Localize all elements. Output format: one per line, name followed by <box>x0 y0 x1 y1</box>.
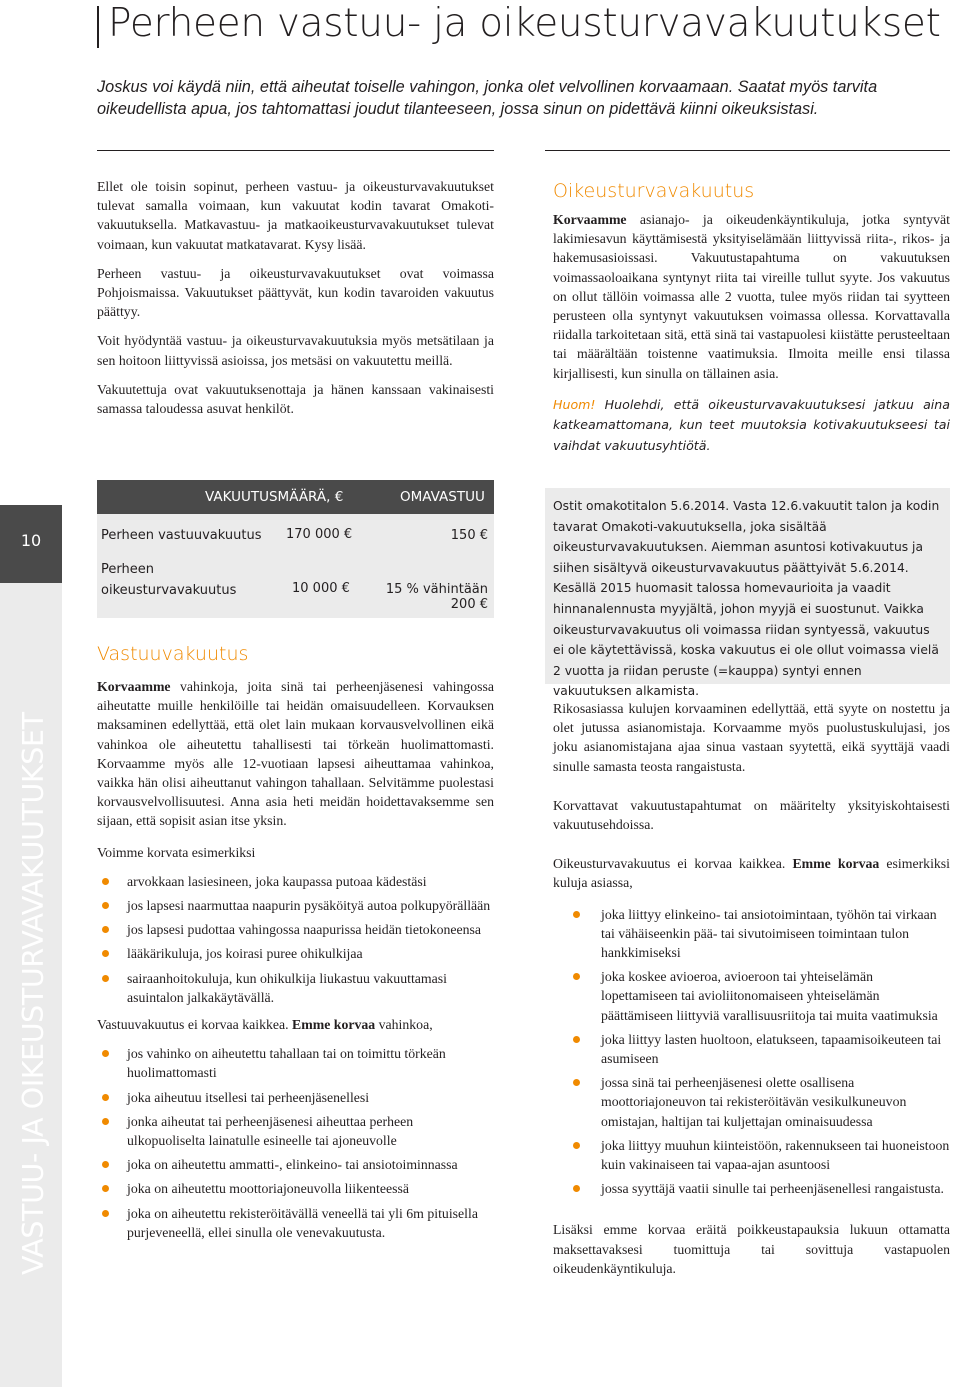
intro-paragraph: Ellet ole toisin sopinut, perheen vastuu- ja oikeusturvavakuutukset tulevat samalla voimaan, kun vakuutat kodin tavarat Omakoti-vakuutuksella. Matkavastuu- ja matkaoikeusturvavakuutukset tulevat voimaan, kun vakuutat matkatavarat. Kysy lisää. <box>97 179 494 252</box>
bold-lead: Korvaamme <box>97 679 171 694</box>
list-item-text: joka aiheutuu itsellesi tai perheenjäsenellesi <box>127 1089 370 1105</box>
divider-right <box>545 150 950 151</box>
list-item-text: joka liittyy elinkeino- tai ansiotoimintaan, työhön tai virkaan tai vähäiseenkin pää- tai sivutoimiseen toimintaan tulon hankkimiseksi <box>601 906 937 961</box>
examples-list <box>97 872 494 1007</box>
left-intro <box>97 177 494 418</box>
bold-lead: Korvaamme <box>553 212 627 227</box>
not-covered-intro <box>97 1015 494 1034</box>
divider-left <box>97 150 494 151</box>
list-item <box>97 1088 494 1107</box>
list-item <box>553 1073 950 1131</box>
bullet-icon <box>102 878 109 885</box>
list-item-text: joka on aiheutettu rekisteröitävällä veneellä tai yli 6m pituisella purjeveneellä, ellei sinulla ole venevakuutusta. <box>127 1205 478 1240</box>
list-item-text: joka on aiheutettu moottoriajoneuvolla liikenteessä <box>127 1181 409 1197</box>
list-item <box>553 1179 950 1198</box>
bullet-icon <box>573 911 580 918</box>
list-item-text: sairaanhoitokuluja, kun ohikulkija liukastuu vakuuttamasi asuintalon jalkakäytävällä. <box>127 970 447 1005</box>
list-item <box>553 967 950 1025</box>
table-cell-name: oikeusturvavakuutus <box>101 583 237 598</box>
table-cell-amount: 170 000 € <box>286 527 353 542</box>
paragraph-text: esimerkiksi kuluja asiassa, <box>553 856 951 891</box>
page-title: Perheen vastuu- ja oikeusturvavakuutukset <box>108 1 941 46</box>
bullet-icon <box>102 1050 109 1057</box>
bullet-icon <box>573 1185 580 1192</box>
list-item <box>97 1179 494 1198</box>
note-text: Huolehdi, että oikeusturvavakuutuksesi jatkuu aina katkeamattomana, kun teet muutoksia kotivakuutukseesi tai vaihdat vakuutusyhtiötä. <box>553 396 950 453</box>
table-cell-deductible: 15 % vähintään 200 € <box>385 582 488 612</box>
not-covered-intro <box>553 854 950 892</box>
details-paragraph: Korvattavat vakuutustapahtumat on määritelty yksityiskohtaisesti vakuutusehdoissa. <box>553 797 950 833</box>
vastuu-section <box>97 643 494 1247</box>
list-item-text: jonka aiheutat tai perheenjäsenesi aiheuttaa perheen ulkopuoliselta lainatulle esineelle tai ajoneuvolle <box>127 1113 414 1149</box>
list-item <box>553 1136 950 1174</box>
bold-lead: Emme korvaa <box>792 856 880 872</box>
list-item-text: jossa sinä tai perheenjäsenesi olette osallisena moottoriajoneuvon tai rekisteröitävän vesikulkuneuvon omistajan, haltijan tai kuljettajan ominaisuudessa <box>601 1075 907 1129</box>
list-item <box>97 969 494 1007</box>
bullet-icon <box>102 1185 109 1192</box>
list-item-text: joka koskee avioeroa, avioeroon tai yhteiselämän lopettamiseen tai avioliitonomaiseen yhteiselämän päättämiseen liittyviä varallisuusriitoja tai muita vaatimuksia <box>601 969 938 1023</box>
list-item-text: joka liittyy lasten huoltoon, elatukseen, tapaamisoikeuteen tai asumiseen <box>601 1031 942 1067</box>
list-item-text: lääkärikuluja, jos koirasi puree ohikulkijaa <box>127 946 363 962</box>
paragraph-text: vahinkoa, <box>375 1017 433 1033</box>
list-item-text: joka liittyy muuhun kiinteistöön, rakennukseen tai huoneistoon kuin vakinaiseen tai vapaa-ajan asuntoosi <box>601 1137 950 1173</box>
not-covered-list <box>97 1044 494 1242</box>
not-covered-list <box>553 905 950 1199</box>
paragraph-text: Oikeusturvavakuutus ei korvaa kaikkea. <box>553 856 793 872</box>
side-tab-label: VASTUU- JA OIKEUSTURVAVAKUUTUKSET <box>17 712 50 1275</box>
list-item-text: jossa syyttäjä vaatii sinulle tai perheenjäsenellesi rangaistusta. <box>601 1181 944 1197</box>
table-cell-name: Perheen <box>101 562 154 577</box>
vastuu-paragraph <box>97 677 494 831</box>
note <box>553 395 950 457</box>
list-item <box>97 1112 494 1150</box>
bullet-icon <box>102 975 109 982</box>
intro-paragraph: Voit hyödyntää vastuu- ja oikeusturvavakuutuksia myös metsätilaan ja sen hoitoon liittyvissä asioissa, jos metsäsi on vakuutettu meillä. <box>97 333 494 368</box>
list-item-text: jos lapsesi pudottaa vahingossa naapurissa heidän tietokoneensa <box>127 922 482 938</box>
list-item-text: jos vahinko on aiheutettu tahallaan tai on toimittu törkeän huolimattomasti <box>127 1046 446 1081</box>
list-item <box>97 920 494 939</box>
details-paragraph: Lisäksi emme korvaa eräitä poikkeustapauksia lukuun ottamatta maksettavaksesi tuomittuja tai sovittuja vastapuolen oikeudenkäyntikuluja. <box>553 1222 950 1276</box>
table-cell-amount: 10 000 € <box>292 581 350 596</box>
details-paragraph: Rikosasiassa kulujen korvaaminen edellyttää, että syyte on nostettu ja olet jutussa asianomistaja. Korvaamme myös puolustuskulujasi, jos joku asianomistajana ajaa sinua vastaan syytettä, eikä syyttäjä vaadi sinulle samasta teosta rangaistusta. <box>553 701 950 774</box>
table-cell-name: Perheen vastuuvakuutus <box>101 528 262 543</box>
oikeusturva-paragraph <box>553 210 950 383</box>
intro-paragraph: Perheen vastuu- ja oikeusturvavakuutukset ovat voimassa Pohjoismaissa. Vakuutukset päättyvät, kun kodin tavaroiden vakuutus päättyy. <box>97 265 494 320</box>
bold-lead: Emme korvaa <box>292 1017 376 1033</box>
list-item <box>97 1155 494 1174</box>
list-item-text: arvokkaan lasiesineen, joka kaupassa putoaa kädestäsi <box>127 873 427 889</box>
bullet-icon <box>573 1142 580 1149</box>
bullet-icon <box>102 950 109 957</box>
example-text: Ostit omakotitalon 5.6.2014. Vasta 12.6.vakuutit talon ja kodin tavarat Omakoti-vakuutuksella, joka sisältää oikeusturvavakuutuksen. Aiemman asuntosi kotivakuutus ja siihen sisältyvä oikeusturvavakuutus päättyivät 5.6.2014. Kesällä 2015 huomasit talossa homevaurioita ja vaadit hinnanalennusta myyjältä, johon myyjä ei suostunut. Vaikka oikeusturvavakuutus oli voimassa riidan syntyessä, vakuutus ei ole käytettävissä, koska vakuutus ei ole ollut voimassa vielä 2 vuotta ja riidan peruste (=kauppa) syntyi ennen vakuutuksen alkamista. <box>553 499 940 699</box>
examples-intro: Voimme korvata esimerkiksi <box>97 844 256 860</box>
bullet-icon <box>102 926 109 933</box>
paragraph-text: Vastuuvakuutus ei korvaa kaikkea. <box>97 1017 293 1033</box>
list-item-text: jos lapsesi naarmuttaa naapurin pysäköityä autoa polkupyörällään <box>127 898 491 914</box>
section-heading: Vastuuvakuutus <box>97 643 249 665</box>
bullet-icon <box>102 1118 109 1125</box>
table-header-deductible: OMAVASTUU <box>400 489 485 505</box>
bullet-icon <box>102 1161 109 1168</box>
intro-paragraph: Vakuutettuja ovat vakuutuksenottaja ja hänen kanssaan vakinaisesti samassa taloudessa asuvat henkilöt. <box>97 381 494 417</box>
bullet-icon <box>573 1036 580 1043</box>
list-item-text: joka on aiheutettu ammatti-, elinkeino- tai ansiotoiminnassa <box>127 1157 458 1173</box>
table-header-amount: VAKUUTUSMÄÄRÄ, € <box>205 489 344 505</box>
list-item <box>97 1044 494 1082</box>
paragraph-text: vahinkoja, joita sinä tai perheenjäsenesi vahingossa aiheutatte muille henkilöille tai heidän omaisuudelleen. Korvauksen maksaminen edellyttää, että olet lain mukaan korvausvelvollinen eikä vahinkoa ole aiheutettu tahallisesti tai törkeän huolimattomasti. Korvaamme myös alle 12-vuotiaan lapsesi aiheuttamaa vahinkoa, vaikka hän olisi aiheuttanut vahingon tahallaan. Selvitämme puolestasi korvausvelvollisuutesi. Anna asia heti meidän hoidettavaksemme sen sijaan, että sopisit asian itse yksin. <box>97 679 494 829</box>
list-item <box>553 905 950 963</box>
list-item <box>97 1204 494 1242</box>
list-item <box>553 1030 950 1068</box>
list-item <box>97 896 494 915</box>
page-number: 10 <box>20 531 42 550</box>
intro-text: Joskus voi käydä niin, että aiheutat toiselle vahingon, jonka olet velvollinen korvaamaan. Saatat myös tarvita oikeudellista apua, jos tahtomattasi joudut tilanteeseen, jossa sinun on pidettävä kiinni oikeuksistasi. <box>97 78 878 118</box>
oikeusturva-section <box>553 180 950 456</box>
paragraph-text: asianajo- ja oikeudenkäyntikuluja, jotka syntyvät lakimiesavun käyttämisestä yksityiselämään liittyvissä riita-, rikos- ja hakemusasioissasi. Vakuutustapahtuma on vakuutuksen voimassaoloaikana syntynyt riita tai vireille tullut syyte. Jos vakuutus on ollut tällöin voimassa alle 2 vuotta, tulee myös riidan tai syytteen perusteen olla syntynyt vakuutuksen voimassa ollessa. Korvattavalla riidalla tarkoitetaan sitä, että sinä tai vastapuolesi kiistätte perusteeltaan tai määrältään toistenne vaatimuksia. Ilmoita meille ensi tilassa kirjallisesti, kun sinulla on tällainen asia. <box>553 212 950 381</box>
note-prefix: Huom! <box>553 396 596 412</box>
title-bar <box>97 6 99 48</box>
bullet-icon <box>573 973 580 980</box>
bullet-icon <box>573 1079 580 1086</box>
bullet-icon <box>102 1210 109 1217</box>
bullet-icon <box>102 1094 109 1101</box>
table-cell-deductible: 150 € <box>450 528 488 543</box>
section-heading: Oikeusturvavakuutus <box>553 180 755 202</box>
bullet-icon <box>102 902 109 909</box>
list-item <box>97 944 494 963</box>
list-item <box>97 872 494 891</box>
oikeusturva-details <box>553 699 950 1278</box>
